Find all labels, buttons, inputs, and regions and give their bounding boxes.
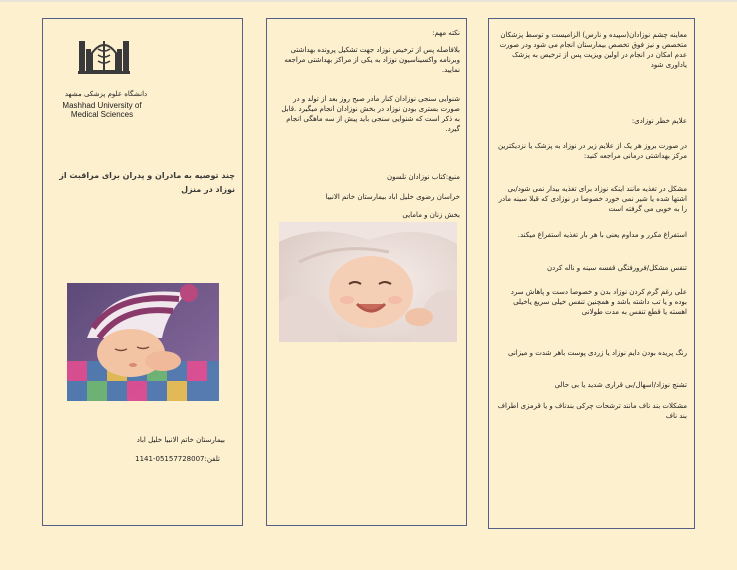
source-line-2: خراسان رضوی خلیل اباد بیمارستان خاتم الانبیا	[325, 193, 460, 201]
danger-paragraph-5: علی رغم گرم کردن نوزاد بدن و خصوصا دست و پاهاش سرد بوده و یا تب داشته باشد و همچنین تنفس خیلی سریع یاخیلی اهسته یا قطع تنفس به مدت طولانی	[510, 288, 687, 316]
smiling-baby-photo	[279, 222, 457, 342]
panel-warning-signs	[488, 18, 695, 529]
logo-english-line1: Mashhad University of	[62, 101, 142, 110]
danger-paragraph-6: رنگ پریده بودن دایم نوزاد یا زردی پوست باهر شدت و میزانی	[507, 349, 687, 357]
danger-paragraph-4: تنفس مشکل/فرورفتگی قفسه سینه و ناله کردن	[546, 264, 687, 272]
logo-persian-text: دانشگاه علوم پزشکی مشهد	[64, 90, 148, 98]
eye-exam-paragraph: معاینه چشم نوزادان(سپیده و نارس) الزامیست و توسط پزشکان متخصص و نیز فوق تخصص بیمارستان انجام می شود ودر صورت عدم امکان در انجام در اولین ویزیت پس از ترخیص به پزشک یاداوری شود	[499, 31, 687, 69]
danger-paragraph-8: مشکلات بند ناف مانند ترشحات چرکی بندناف و یا قرمزی اطراف بند ناف	[497, 402, 687, 420]
hospital-name: بیمارستان خاتم الانبیا خلیل اباد	[136, 436, 225, 444]
hospital-phone: تلفن:05157728007-1141	[135, 455, 220, 463]
logo-english-line2: Medical Sciences	[70, 110, 134, 119]
note-paragraph-2: شنوایی سنجی نوزادان کنار مادر صبح روز بعد از تولد و در صورت بستری بودن نوزاد در بخش نوزادان انجام میگیرد .قابل به ذکر است که شنوایی سنجی باید پیش از سه ماهگی انجام گیرد.	[281, 95, 460, 133]
brochure-title: چند توصیه به مادران و پدران برای مراقبت از نوزاد در منزل	[59, 171, 235, 194]
note-paragraph-1: بلافاصله پس از ترخیص نوزاد جهت تشکیل پرونده بهداشتی وبرنامه واکسیناسیون نوزاد به یکی از مراکز بهداشتی مراجعه نمایید.	[284, 46, 460, 74]
danger-paragraph-2: مشکل در تغذیه مانند اینکه نوزاد برای تغذیه بیدار نمی شود/بی اشتها شده یا شیر نمی خورد خصوصا در نوزادی که قبلا سینه مادر را به خوبی می گرفته است	[498, 185, 687, 213]
note-heading: نکته مهم:	[432, 29, 460, 37]
danger-paragraph-7: تشنج نوزاد/اسهال/بی قراری شدید یا بی حالی	[554, 381, 687, 389]
top-divider	[0, 0, 737, 2]
source-line-3: بخش زنان و مامایی	[402, 211, 460, 219]
danger-paragraph-3: استفراغ مکرر و مداوم یعنی با هر بار تغذیه استفراغ میکند.	[517, 231, 687, 239]
source-line-1: منبع:کتاب نوزادان نلسون	[386, 173, 460, 181]
danger-paragraph-1: در صورت بروز هر یک از علایم زیر در نوزاد به پزشک یا نزدیکترین مرکز بهداشتی درمانی مراجعه کنید:	[498, 142, 687, 160]
sleeping-baby-photo	[67, 283, 219, 401]
danger-signs-heading: علایم خطر نوزادی:	[631, 117, 687, 125]
university-logo-icon	[78, 35, 130, 75]
